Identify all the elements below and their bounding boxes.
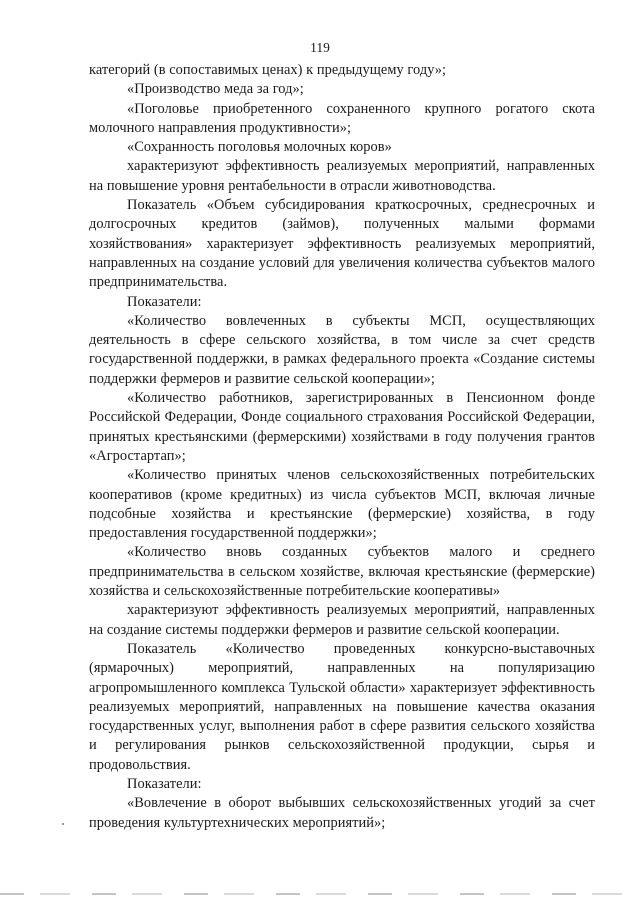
- paragraph: «Количество принятых членов сельскохозяйственных потребительских кооперативов (кроме кредитных) из числа субъектов МСП, включая личные подсобные хозяйства и крестьянские (фермерские) хозяйства, в году предоставления государственной поддержки»;: [89, 467, 595, 542]
- paragraph: характеризуют эффективность реализуемых мероприятий, направленных на повышение уровня рентабельности в отрасли животноводства.: [89, 158, 595, 194]
- page-number: 119: [310, 40, 330, 55]
- paragraph: характеризуют эффективность реализуемых мероприятий, направленных на создание системы поддержки фермеров и развитие сельской кооперации.: [89, 602, 595, 638]
- paragraph: «Сохранность поголовья молочных коров»: [127, 139, 392, 156]
- scan-edge-noise: [0, 893, 640, 895]
- paragraph: Показатели:: [127, 293, 202, 310]
- paragraph: «Вовлечение в оборот выбывших сельскохозяйственных угодий за счет проведения культуртехнических мероприятий»;: [89, 795, 595, 831]
- paragraph: Показатель «Количество проведенных конкурсно-выставочных (ярмарочных) мероприятий, направленных на популяризацию агропромышленного комплекса Тульской области» характеризует эффективность реализуемых мероприятий, направленных на повышение качества оказания государственных услуг, выполнения работ в сфере развития сельского хозяйства и регулирования рынков сельскохозяйственной продукции, сырья и продовольствия.: [89, 640, 595, 773]
- body-text: [89, 61, 595, 833]
- paragraph: «Поголовье приобретенного сохраненного крупного рогатого скота молочного направления продуктивности»;: [89, 100, 595, 136]
- paragraph: категорий (в сопоставимых ценах) к предыдущему году»;: [89, 62, 447, 78]
- paragraph: «Количество работников, зарегистрированных в Пенсионном фонде Российской Федерации, Фонде социального страхования Российской Федерации, принятых крестьянскими (фермерскими) хозяйствами в году получения грантов «Агростартап»;: [89, 390, 595, 464]
- scan-mark: [62, 823, 64, 825]
- paragraph: Показатели:: [127, 775, 202, 792]
- paragraph: «Производство меда за год»;: [127, 81, 304, 98]
- paragraph: «Количество вовлеченных в субъекты МСП, осуществляющих деятельность в сфере сельского хозяйства, в том числе за счет средств государственной поддержки, в рамках федерального проекта «Создание системы поддержки фермеров и развитие сельской кооперации»;: [89, 312, 595, 387]
- paragraph: Показатель «Объем субсидирования краткосрочных, среднесрочных и долгосрочных кредитов (займов), полученных малыми формами хозяйствования» характеризует эффективность реализуемых мероприятий, направленных на создание условий для увеличения количества субъектов малого предпринимательства.: [89, 197, 595, 291]
- paragraph: «Количество вновь созданных субъектов малого и среднего предпринимательства в сельском хозяйстве, включая крестьянские (фермерские) хозяйства и сельскохозяйственные потребительские кооперативы»: [89, 544, 595, 600]
